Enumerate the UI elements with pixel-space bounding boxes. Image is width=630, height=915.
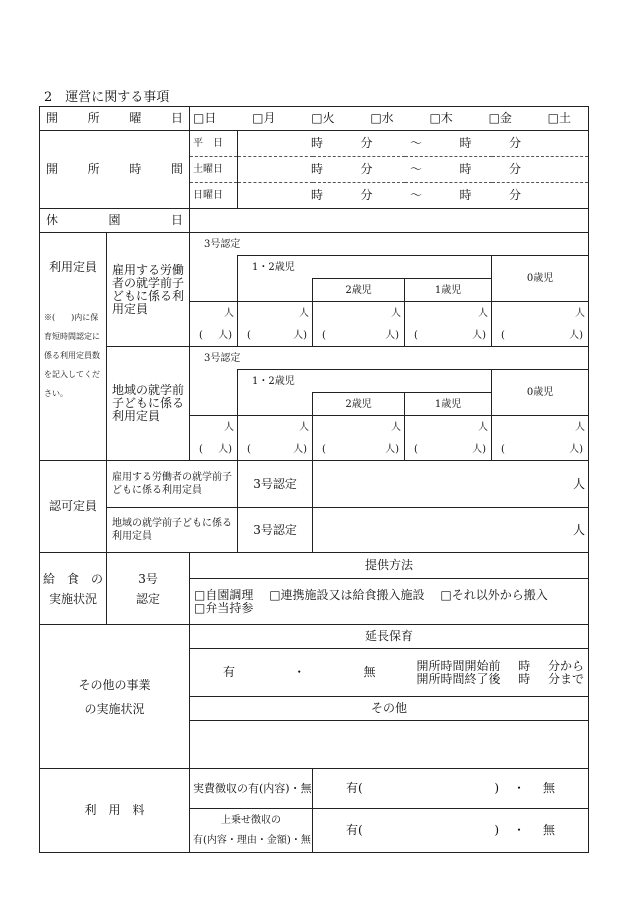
extended-care-times[interactable]: 開所時間開始前 時 分から 開所時間終了後 時 分まで bbox=[405, 649, 589, 697]
meal-option-other-delivery[interactable]: □それ以外から搬入 bbox=[440, 587, 548, 602]
open-days-label: 開 所 曜 日 bbox=[40, 107, 190, 131]
usage-employee-age0-value[interactable]: 人 bbox=[492, 302, 589, 325]
fee-label: 利 用 料 bbox=[40, 769, 190, 853]
usage-local-age12-value[interactable]: 人 bbox=[238, 416, 313, 439]
usage-employee-type3-header: 3号認定 bbox=[190, 233, 589, 256]
usage-employee-age12-short[interactable]: ( 人) bbox=[238, 324, 313, 347]
usage-employee-age1-short[interactable]: ( 人) bbox=[405, 324, 492, 347]
usage-local-age12-short[interactable]: ( 人) bbox=[238, 438, 313, 461]
approved-local-label: 地域の就学前子どもに係る利用定員 bbox=[107, 508, 238, 553]
usage-employee-age12-header: 1・2歳児 bbox=[238, 256, 492, 279]
usage-local-age2-short[interactable]: ( 人) bbox=[313, 438, 405, 461]
open-days-options bbox=[190, 107, 589, 131]
usage-local-age0-value[interactable]: 人 bbox=[492, 416, 589, 439]
saturday-label: 土曜日 bbox=[190, 157, 238, 183]
approved-local-value[interactable]: 人 bbox=[313, 508, 589, 553]
holiday-field[interactable] bbox=[190, 209, 589, 233]
usage-local-age1-value[interactable]: 人 bbox=[405, 416, 492, 439]
day-checkbox-sunday[interactable]: □日 bbox=[193, 111, 217, 125]
usage-local-type3-header: 3号認定 bbox=[190, 347, 589, 370]
day-checkbox-monday[interactable]: □月 bbox=[252, 111, 276, 125]
usage-local-age0-short[interactable]: ( 人) bbox=[492, 438, 589, 461]
weekday-hours[interactable]: 時 分 〜 時 分 bbox=[238, 131, 589, 157]
usage-local-age12-header: 1・2歳児 bbox=[238, 370, 492, 393]
weekday-label: 平 日 bbox=[190, 131, 238, 157]
meal-option-bring-lunch[interactable]: □弁当持参 bbox=[194, 600, 254, 615]
usage-local-total-value[interactable]: 人 bbox=[190, 416, 238, 439]
usage-employee-age2-header: 2歳児 bbox=[313, 279, 405, 302]
fee-actual-field[interactable]: 有( ) ・ 無 bbox=[313, 769, 589, 809]
fee-extra-field[interactable]: 有( ) ・ 無 bbox=[313, 809, 589, 853]
approved-employee-type: 3号認定 bbox=[238, 461, 313, 508]
usage-employee-label: 雇用する労働者の就学前子どもに係る利用定員 bbox=[107, 233, 190, 347]
meal-option-in-house[interactable]: □自園調理 bbox=[194, 587, 254, 602]
approved-employee-label: 雇用する労働者の就学前子どもに係る利用定員 bbox=[107, 461, 238, 508]
usage-local-age2-header: 2歳児 bbox=[313, 393, 405, 416]
day-checkbox-friday[interactable]: □金 bbox=[488, 111, 512, 125]
meal-method-options bbox=[190, 579, 589, 625]
usage-employee-age12-value[interactable]: 人 bbox=[238, 302, 313, 325]
fee-extra-label: 上乗せ徴収の 有(内容・理由・金額)・無 bbox=[190, 809, 313, 853]
usage-label: 利用定員 bbox=[40, 233, 107, 302]
approved-employee-value[interactable]: 人 bbox=[313, 461, 589, 508]
usage-employee-age0-header: 0歳児 bbox=[492, 256, 589, 302]
usage-note: ※( )内に保育短時間認定に係る利用定員数を記入してください。 bbox=[40, 302, 107, 461]
usage-employee-age0-short[interactable]: ( 人) bbox=[492, 324, 589, 347]
day-checkbox-tuesday[interactable]: □火 bbox=[311, 111, 335, 125]
approved-local-type: 3号認定 bbox=[238, 508, 313, 553]
saturday-hours[interactable]: 時 分 〜 時 分 bbox=[238, 157, 589, 183]
approved-label: 認可定員 bbox=[40, 461, 107, 553]
usage-local-total-short[interactable]: ( 人) bbox=[190, 438, 238, 461]
sunday-hours[interactable]: 時 分 〜 時 分 bbox=[238, 183, 589, 209]
day-checkbox-thursday[interactable]: □木 bbox=[429, 111, 453, 125]
sunday-label: 日曜日 bbox=[190, 183, 238, 209]
extended-care-yes-no[interactable]: 有 ・ 無 bbox=[190, 649, 405, 697]
day-checkbox-saturday[interactable]: □土 bbox=[547, 111, 572, 125]
other-services-label: その他の事業 の実施状況 bbox=[40, 625, 190, 769]
usage-employee-total-short[interactable]: ( 人) bbox=[190, 324, 238, 347]
meal-label: 給 食 の 実施状況 bbox=[40, 553, 107, 625]
meal-option-partner-facility[interactable]: □連携施設又は給食搬入施設 bbox=[269, 587, 425, 602]
usage-local-age1-header: 1歳児 bbox=[405, 393, 492, 416]
usage-employee-total-value[interactable]: 人 bbox=[190, 302, 238, 325]
fee-actual-label: 実費徴収の有(内容)・無 bbox=[190, 769, 313, 809]
usage-employee-age1-header: 1歳児 bbox=[405, 279, 492, 302]
usage-employee-age2-short[interactable]: ( 人) bbox=[313, 324, 405, 347]
usage-local-age2-value[interactable]: 人 bbox=[313, 416, 405, 439]
operation-form-table bbox=[39, 106, 589, 853]
usage-local-label: 地域の就学前子どもに係る利用定員 bbox=[107, 347, 190, 461]
open-hours-label: 開 所 時 間 bbox=[40, 131, 190, 209]
usage-employee-age1-value[interactable]: 人 bbox=[405, 302, 492, 325]
day-checkbox-wednesday[interactable]: □水 bbox=[370, 111, 394, 125]
other-services-field[interactable] bbox=[190, 721, 589, 745]
document-title: 2 運営に関する事項 bbox=[44, 90, 170, 105]
usage-local-age1-short[interactable]: ( 人) bbox=[405, 438, 492, 461]
meal-type: 3号 認定 bbox=[107, 553, 190, 625]
other-services-header: その他 bbox=[190, 697, 589, 721]
meal-method-header: 提供方法 bbox=[190, 553, 589, 579]
holiday-label: 休 園 日 bbox=[40, 209, 190, 233]
usage-employee-age2-value[interactable]: 人 bbox=[313, 302, 405, 325]
usage-local-age0-header: 0歳児 bbox=[492, 370, 589, 416]
extended-care-header: 延長保育 bbox=[190, 625, 589, 649]
